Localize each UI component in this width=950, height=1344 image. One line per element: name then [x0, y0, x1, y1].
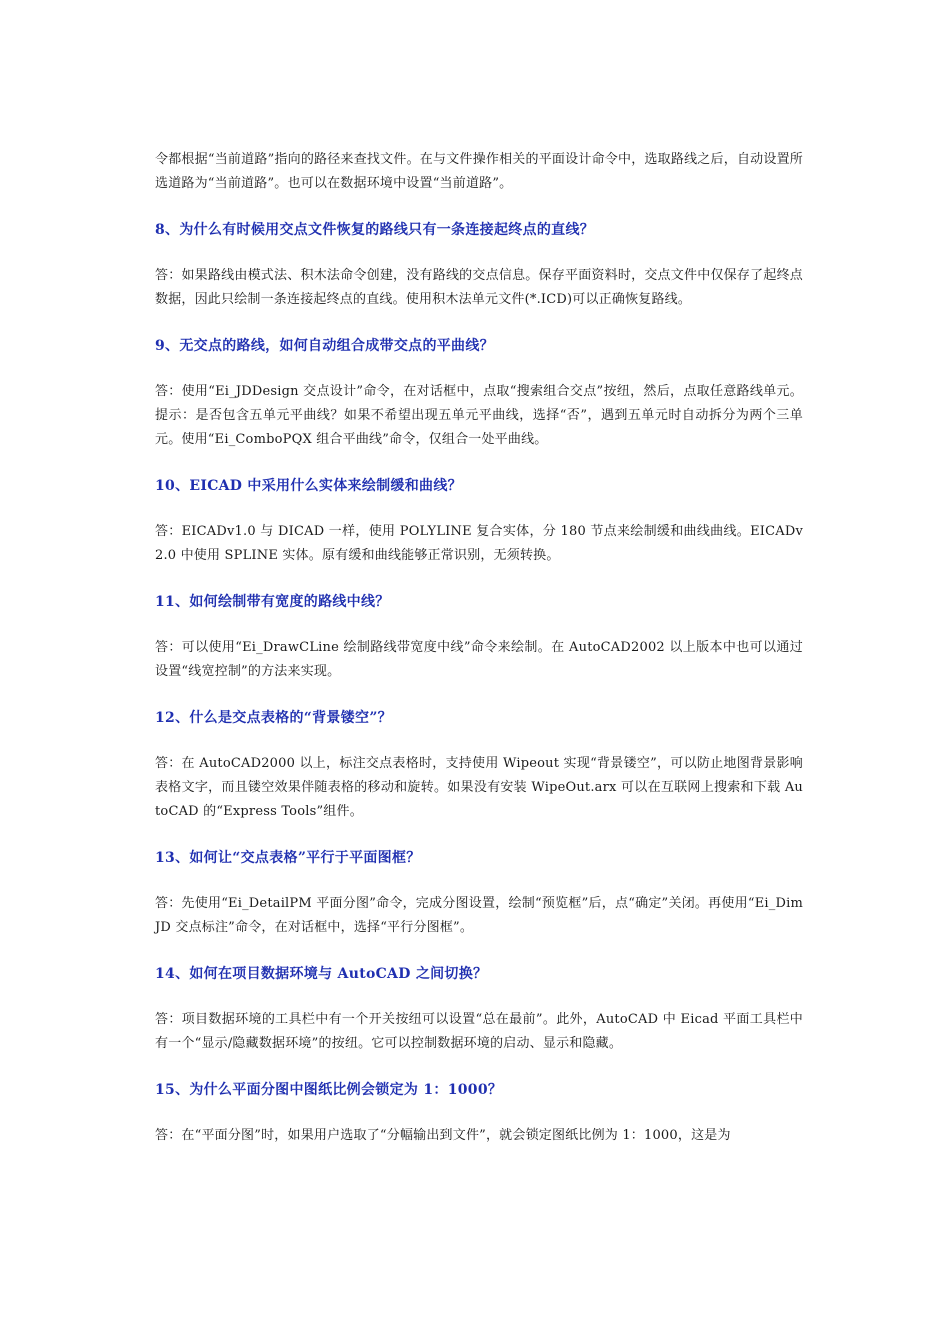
- question-11: 11、如何绘制带有宽度的路线中线？: [155, 594, 390, 610]
- answer-15: 答：在“平面分图”时，如果用户选取了“分幅输出到文件”，就会锁定图纸比例为 1：1000，这是为: [155, 1128, 731, 1143]
- answer-13: 答：先使用“Ei_DetailPM 平面分图”命令，完成分图设置，绘制“预览框”后，点“确定”关闭。再使用“Ei_DimJD 交点标注”命令，在对话框中，选择“平行分图框”。: [155, 896, 803, 935]
- answer-11: 答：可以使用“Ei_DrawCLine 绘制路线带宽度中线”命令来绘制。在 AutoCAD2002 以上版本中也可以通过设置“线宽控制”的方法来实现。: [155, 640, 803, 679]
- answer-8: 答：如果路线由模式法、积木法命令创建，没有路线的交点信息。保存平面资料时，交点文件中仅保存了起终点数据，因此只绘制一条连接起终点的直线。使用积木法单元文件(*.ICD)可以正确恢复路线。: [155, 268, 803, 307]
- question-14: 14、如何在项目数据环境与 AutoCAD 之间切换？: [155, 966, 488, 982]
- answer-12: 答：在 AutoCAD2000 以上，标注交点表格时，支持使用 Wipeout 实现“背景镂空”，可以防止地图背景影响表格文字，而且镂空效果伴随表格的移动和旋转。如果没有安装 WipeOut.arx 可以在互联网上搜索和下载 AutoCAD 的“Express Tools”组件。: [155, 756, 803, 819]
- intro-paragraph: 令都根据“当前道路”指向的路径来查找文件。在与文件操作相关的平面设计命令中，选取路线之后，自动设置所选道路为“当前道路”。也可以在数据环境中设置“当前道路”。: [155, 152, 803, 191]
- question-13: 13、如何让“交点表格”平行于平面图框？: [155, 850, 421, 866]
- question-12: 12、什么是交点表格的“背景镂空”？: [155, 710, 392, 726]
- answer-9: 答：使用“Ei_JDDesign 交点设计”命令，在对话框中，点取“搜索组合交点”按纽，然后，点取任意路线单元。提示：是否包含五单元平曲线？如果不希望出现五单元平曲线，选择“否”，遇到五单元时自动拆分为两个三单元。使用“Ei_ComboPQX 组合平曲线”命令，仅组合一处平曲线。: [155, 384, 803, 447]
- answer-10: 答：EICADv1.0 与 DICAD 一样，使用 POLYLINE 复合实体，分 180 节点来绘制缓和曲线曲线。EICADv2.0 中使用 SPLINE 实体。原有缓和曲线能够正常识别，无须转换。: [155, 524, 803, 563]
- question-10: 10、EICAD 中采用什么实体来绘制缓和曲线？: [155, 478, 462, 494]
- question-15: 15、为什么平面分图中图纸比例会锁定为 1：1000？: [155, 1082, 503, 1098]
- question-9: 9、无交点的路线，如何自动组合成带交点的平曲线？: [155, 338, 494, 354]
- question-8: 8、为什么有时候用交点文件恢复的路线只有一条连接起终点的直线？: [155, 222, 595, 238]
- document-content: [155, 148, 803, 1148]
- answer-14: 答：项目数据环境的工具栏中有一个开关按纽可以设置“总在最前”。此外，AutoCAD 中 Eicad 平面工具栏中有一个“显示/隐藏数据环境”的按纽。它可以控制数据环境的启动、显示和隐藏。: [155, 1012, 803, 1051]
